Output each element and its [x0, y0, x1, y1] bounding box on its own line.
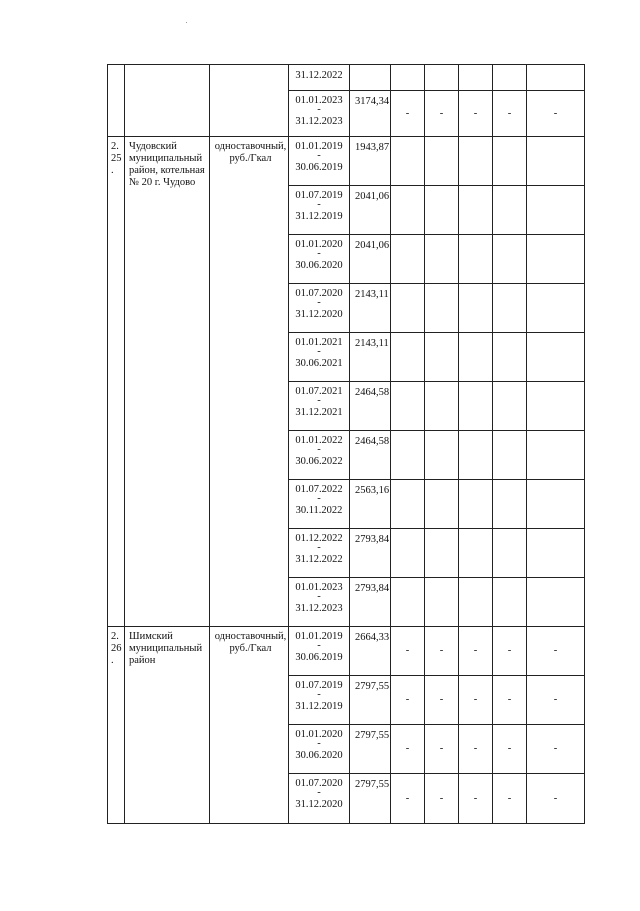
- empty-value-cell: [527, 774, 585, 824]
- tariff-value-cell: [350, 284, 391, 333]
- tariff-value-cell: [350, 578, 391, 627]
- dash-mark: -: [553, 792, 558, 804]
- period-cell: [289, 91, 350, 137]
- tariff-value: 2797,55: [355, 730, 390, 741]
- tariff-value-cell: [350, 627, 391, 676]
- period-start: 01.01.2022: [295, 435, 343, 446]
- empty-value-cell: [425, 91, 459, 137]
- tariff-value: 2464,58: [355, 436, 390, 447]
- period-separator: -: [317, 444, 321, 455]
- empty-value-cell: [459, 91, 493, 137]
- period-start: 01.01.2023: [295, 95, 343, 106]
- period-start: 01.01.2021: [295, 337, 343, 348]
- empty-value-cell: [493, 774, 527, 824]
- empty-value-cell: [459, 284, 493, 333]
- empty-value-cell: [459, 382, 493, 431]
- empty-value-cell: [425, 333, 459, 382]
- period-cell: [289, 627, 350, 676]
- dash-mark: -: [439, 645, 444, 656]
- empty-value-cell: [493, 65, 527, 91]
- period-end: 30.06.2022: [295, 456, 343, 467]
- tariff-value: 2793,84: [355, 534, 390, 545]
- empty-value-cell: [493, 91, 527, 137]
- empty-value-cell: [459, 137, 493, 186]
- empty-value-cell: [493, 186, 527, 235]
- period-start: 01.01.2020: [295, 729, 343, 740]
- empty-value-cell: [425, 627, 459, 676]
- dash-mark: -: [473, 107, 478, 119]
- tariff-value-cell: [350, 382, 391, 431]
- district-name: Чудовский муниципальный район, котельная № 20 г. Чудово: [129, 141, 205, 188]
- empty-value-cell: [459, 725, 493, 774]
- scan-speck: [186, 22, 187, 23]
- item-number-cell: [108, 137, 125, 627]
- empty-value-cell: [425, 578, 459, 627]
- tariff-value-cell: [350, 333, 391, 382]
- empty-value-cell: [391, 725, 425, 774]
- empty-value-cell: [527, 578, 585, 627]
- empty-value-cell: [425, 382, 459, 431]
- empty-value-cell: [391, 382, 425, 431]
- period-cell: [289, 480, 350, 529]
- district-name: Шимский муниципальный район: [129, 631, 203, 666]
- period-separator: -: [317, 738, 321, 749]
- dash-mark: -: [405, 107, 410, 119]
- period-start: 01.07.2021: [295, 386, 343, 397]
- empty-value-cell: [391, 578, 425, 627]
- period-cell: [289, 774, 350, 824]
- period-separator: -: [317, 493, 321, 504]
- empty-value-cell: [391, 65, 425, 91]
- dash-mark: -: [507, 645, 512, 656]
- tariff-value-cell: [350, 65, 391, 91]
- empty-value-cell: [493, 431, 527, 480]
- period-separator: -: [317, 640, 321, 651]
- period-start: 01.01.2023: [295, 582, 343, 593]
- empty-value-cell: [527, 91, 585, 137]
- empty-value-cell: [391, 529, 425, 578]
- tariff-table: [107, 64, 585, 824]
- period-end: 31.12.2019: [295, 701, 343, 712]
- item-number: 2. 26 .: [111, 631, 122, 666]
- period-cell: [289, 529, 350, 578]
- empty-value-cell: [391, 480, 425, 529]
- empty-value-cell: [493, 578, 527, 627]
- period-cell: [289, 137, 350, 186]
- empty-value-cell: [493, 284, 527, 333]
- empty-value-cell: [527, 676, 585, 725]
- empty-value-cell: [527, 725, 585, 774]
- dash-mark: -: [553, 743, 558, 754]
- item-number-cell: [108, 65, 125, 137]
- period-cell: [289, 578, 350, 627]
- district-name-cell: [125, 627, 210, 824]
- empty-value-cell: [527, 65, 585, 91]
- period-end: 31.12.2022: [295, 554, 343, 565]
- tariff-value: 2664,33: [355, 632, 390, 643]
- empty-value-cell: [493, 529, 527, 578]
- tariff-unit-cell: [210, 137, 289, 627]
- empty-value-cell: [527, 137, 585, 186]
- dash-mark: -: [507, 792, 512, 804]
- period-end: 31.12.2023: [295, 116, 343, 127]
- tariff-unit-cell: [210, 65, 289, 137]
- period-separator: -: [317, 104, 321, 115]
- empty-value-cell: [391, 774, 425, 824]
- dash-mark: -: [439, 792, 444, 804]
- period-separator: -: [317, 395, 321, 406]
- period-cell: [289, 235, 350, 284]
- empty-value-cell: [459, 774, 493, 824]
- empty-value-cell: [391, 91, 425, 137]
- period-start: 01.01.2019: [295, 631, 343, 642]
- district-name-cell: [125, 65, 210, 137]
- period-start: 01.07.2019: [295, 680, 343, 691]
- district-name-cell: [125, 137, 210, 627]
- empty-value-cell: [459, 627, 493, 676]
- empty-value-cell: [459, 480, 493, 529]
- empty-value-cell: [391, 431, 425, 480]
- empty-value-cell: [459, 333, 493, 382]
- empty-value-cell: [493, 235, 527, 284]
- dash-mark: -: [553, 694, 558, 705]
- tariff-value: 2793,84: [355, 583, 390, 594]
- empty-value-cell: [425, 774, 459, 824]
- dash-mark: -: [405, 743, 410, 754]
- tariff-value-cell: [350, 725, 391, 774]
- dash-mark: -: [439, 107, 444, 119]
- period-end: 31.12.2020: [295, 799, 343, 810]
- period-separator: -: [317, 689, 321, 700]
- empty-value-cell: [459, 186, 493, 235]
- period-start: 01.01.2019: [295, 141, 343, 152]
- tariff-value: 3174,34: [355, 96, 390, 107]
- tariff-value-cell: [350, 529, 391, 578]
- tariff-value-cell: [350, 480, 391, 529]
- period-end: 30.06.2019: [295, 652, 343, 663]
- period-start: 01.07.2020: [295, 288, 343, 299]
- item-number-cell: [108, 627, 125, 824]
- tariff-value-cell: [350, 774, 391, 824]
- dash-mark: -: [405, 645, 410, 656]
- empty-value-cell: [391, 137, 425, 186]
- empty-value-cell: [391, 333, 425, 382]
- dash-mark: -: [439, 694, 444, 705]
- dash-mark: -: [405, 694, 410, 705]
- empty-value-cell: [459, 431, 493, 480]
- tariff-value-cell: [350, 186, 391, 235]
- period-start: 01.12.2022: [295, 533, 343, 544]
- dash-mark: -: [507, 694, 512, 705]
- tariff-value-cell: [350, 137, 391, 186]
- tariff-value: 2041,06: [355, 191, 390, 202]
- empty-value-cell: [425, 431, 459, 480]
- period-start: 01.07.2022: [295, 484, 343, 495]
- period-separator: -: [317, 591, 321, 602]
- empty-value-cell: [391, 676, 425, 725]
- empty-value-cell: [527, 480, 585, 529]
- period-cell: [289, 186, 350, 235]
- table-row: [108, 65, 585, 91]
- period-start: 01.01.2020: [295, 239, 343, 250]
- item-number: 2. 25 .: [111, 141, 122, 176]
- empty-value-cell: [527, 431, 585, 480]
- period-end: 30.06.2019: [295, 162, 343, 173]
- period-separator: -: [317, 346, 321, 357]
- dash-mark: -: [507, 743, 512, 754]
- empty-value-cell: [459, 676, 493, 725]
- empty-value-cell: [493, 333, 527, 382]
- empty-value-cell: [391, 627, 425, 676]
- tariff-value: 2464,58: [355, 387, 390, 398]
- period-separator: -: [317, 248, 321, 259]
- dash-mark: -: [473, 792, 478, 804]
- tariff-value: 2041,06: [355, 240, 390, 251]
- empty-value-cell: [459, 578, 493, 627]
- period-start: 01.07.2020: [295, 778, 343, 789]
- empty-value-cell: [391, 186, 425, 235]
- tariff-value: 2797,55: [355, 779, 390, 790]
- period-cell: [289, 65, 350, 91]
- empty-value-cell: [425, 186, 459, 235]
- table-row: [108, 137, 585, 186]
- empty-value-cell: [425, 529, 459, 578]
- empty-value-cell: [493, 627, 527, 676]
- empty-value-cell: [425, 65, 459, 91]
- empty-value-cell: [459, 235, 493, 284]
- period-end: 30.06.2020: [295, 260, 343, 271]
- empty-value-cell: [459, 529, 493, 578]
- period-end: 31.12.2023: [295, 603, 343, 614]
- empty-value-cell: [527, 382, 585, 431]
- tariff-unit-cell: [210, 627, 289, 824]
- dash-mark: -: [473, 694, 478, 705]
- tariff-unit: одноставочный, руб./Гкал: [214, 141, 287, 164]
- tariff-value-cell: [350, 235, 391, 284]
- period-end: 31.12.2020: [295, 309, 343, 320]
- empty-value-cell: [391, 284, 425, 333]
- period-cell: [289, 676, 350, 725]
- dash-mark: -: [405, 792, 410, 804]
- period-separator: -: [317, 787, 321, 798]
- tariff-value: 2143,11: [355, 338, 389, 349]
- empty-value-cell: [459, 65, 493, 91]
- dash-mark: -: [473, 743, 478, 754]
- dash-mark: -: [553, 107, 558, 119]
- tariff-value-cell: [350, 431, 391, 480]
- empty-value-cell: [425, 284, 459, 333]
- period-start: 01.07.2019: [295, 190, 343, 201]
- period-cell: [289, 382, 350, 431]
- empty-value-cell: [425, 235, 459, 284]
- tariff-unit: одноставочный, руб./Гкал: [214, 631, 287, 654]
- period-separator: -: [317, 199, 321, 210]
- period-end: 30.06.2021: [295, 358, 343, 369]
- empty-value-cell: [527, 235, 585, 284]
- period-end: 31.12.2021: [295, 407, 343, 418]
- empty-value-cell: [527, 333, 585, 382]
- empty-value-cell: [493, 676, 527, 725]
- empty-value-cell: [425, 725, 459, 774]
- tariff-table-body: [108, 65, 585, 824]
- period-end: 30.06.2020: [295, 750, 343, 761]
- empty-value-cell: [493, 725, 527, 774]
- tariff-value-cell: [350, 676, 391, 725]
- period-cell: [289, 284, 350, 333]
- period-separator: -: [317, 297, 321, 308]
- tariff-value: 2143,11: [355, 289, 389, 300]
- period-cell: [289, 725, 350, 774]
- period-cell: [289, 333, 350, 382]
- empty-value-cell: [425, 480, 459, 529]
- empty-value-cell: [493, 137, 527, 186]
- empty-value-cell: [527, 186, 585, 235]
- period-end: 31.12.2019: [295, 211, 343, 222]
- period-end: 30.11.2022: [295, 505, 343, 516]
- period-separator: -: [317, 150, 321, 161]
- period-cell: [289, 431, 350, 480]
- empty-value-cell: [527, 284, 585, 333]
- empty-value-cell: [391, 235, 425, 284]
- empty-value-cell: [493, 382, 527, 431]
- period-separator: -: [317, 542, 321, 553]
- dash-mark: -: [439, 743, 444, 754]
- empty-value-cell: [493, 480, 527, 529]
- dash-mark: -: [553, 645, 558, 656]
- empty-value-cell: [425, 137, 459, 186]
- empty-value-cell: [425, 676, 459, 725]
- empty-value-cell: [527, 627, 585, 676]
- dash-mark: -: [507, 107, 512, 119]
- tariff-value: 2797,55: [355, 681, 390, 692]
- tariff-value: 2563,16: [355, 485, 390, 496]
- tariff-value-cell: [350, 91, 391, 137]
- tariff-value: 1943,87: [355, 142, 390, 153]
- dash-mark: -: [473, 645, 478, 656]
- period-end: 31.12.2022: [295, 70, 343, 81]
- empty-value-cell: [527, 529, 585, 578]
- table-row: [108, 627, 585, 676]
